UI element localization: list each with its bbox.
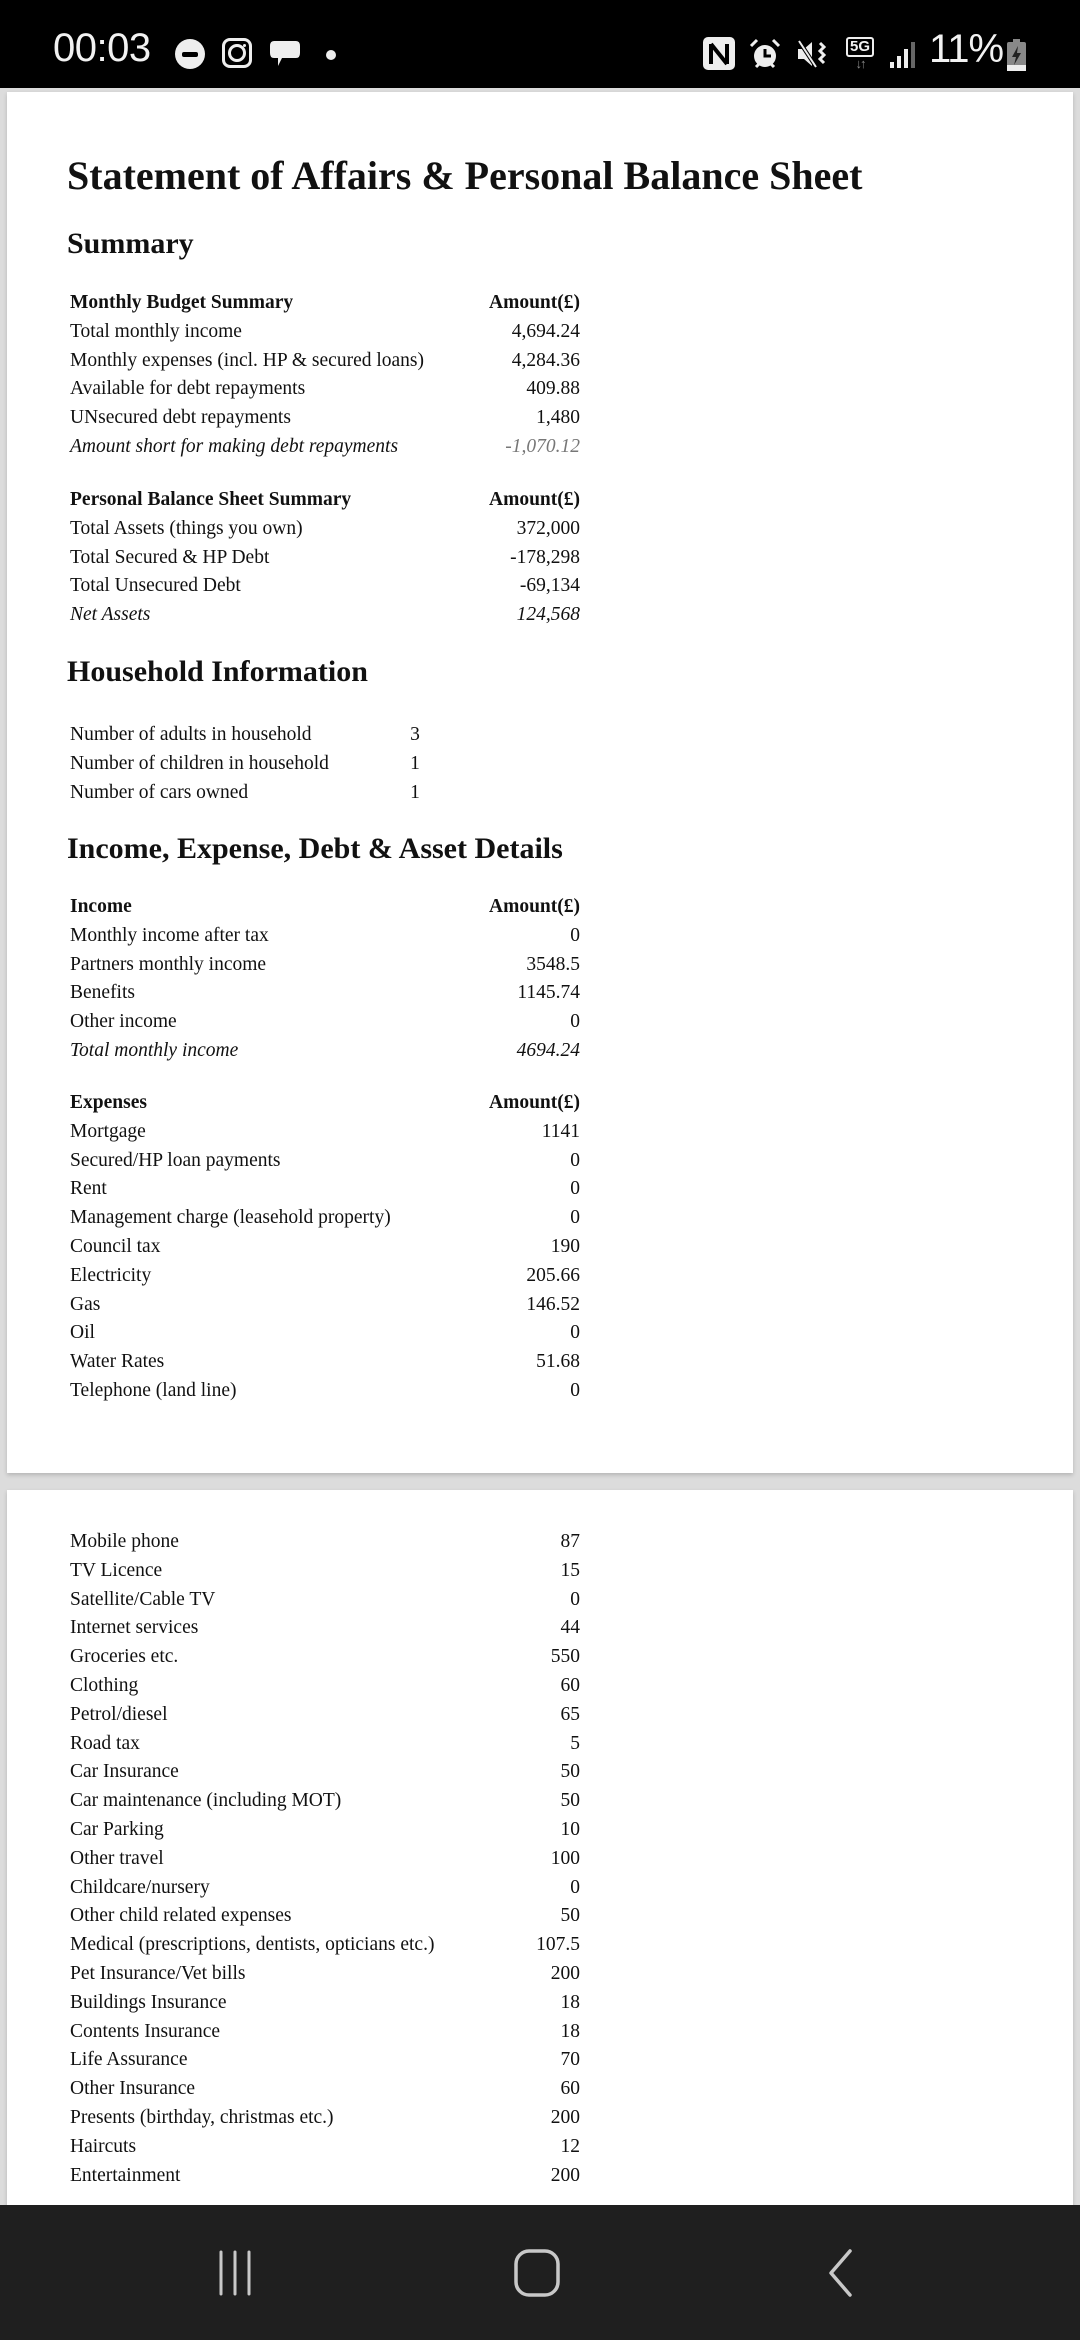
table-total-row [70,433,580,462]
alarm-icon [748,37,782,71]
home-button[interactable] [462,2205,612,2340]
network-type: 5G [846,37,874,57]
row-value: 60 [560,2078,580,2100]
table-row [70,1528,580,1557]
table-row [70,544,580,573]
row-label: Other child related expenses [70,1905,292,1927]
total-value: 124,568 [516,604,580,626]
row-value: 550 [550,1646,580,1668]
row-value: 10 [560,1818,580,1840]
expenses-table-continued [70,1528,580,2190]
table-row [70,347,580,376]
row-value: 60 [560,1674,580,1696]
row-label: Internet services [70,1617,199,1639]
row-label: Other travel [70,1847,164,1869]
table-row [70,1816,580,1845]
table-total-row [70,1037,580,1066]
row-label: Other income [70,1011,177,1033]
row-value: 146.52 [526,1293,580,1315]
row-value: 205.66 [526,1264,580,1286]
row-label: Car maintenance (including MOT) [70,1790,342,1812]
header-amount: Amount(£) [489,489,580,510]
row-value: 50 [560,1761,580,1783]
table-row [70,1989,580,2018]
header-amount: Amount(£) [489,292,580,313]
header-label: Income [70,896,132,917]
table-header [70,893,580,922]
table-row [70,1874,580,1903]
data-arrows-icon: ↓↑ [855,56,865,71]
instagram-icon [222,38,252,68]
row-label: Monthly income after tax [70,924,269,946]
row-label: Number of adults in household [70,724,312,745]
total-value: 4694.24 [516,1039,580,1061]
row-label: Available for debt repayments [70,378,306,400]
table-row [70,2075,580,2104]
row-value: 0 [570,1379,580,1401]
row-label: Car Insurance [70,1761,179,1783]
table-row [70,1262,580,1291]
row-value: 1 [410,752,420,774]
row-value: 51.68 [536,1351,580,1373]
table-row [70,515,580,544]
table-row [70,572,580,601]
total-label: Amount short for making debt repayments [70,435,399,457]
row-label: Car Parking [70,1818,164,1840]
row-value: 0 [570,1876,580,1898]
row-value: 107.5 [536,1934,580,1956]
table-row [70,2018,580,2047]
table-row [70,2104,580,2133]
row-value: 3 [410,724,420,745]
row-value: 5 [570,1732,580,1754]
status-time: 00:03 [53,26,151,70]
table-row [70,1377,580,1406]
row-label: Water Rates [70,1351,165,1373]
row-label: UNsecured debt repayments [70,407,291,429]
pdf-page-2 [7,1490,1073,2250]
row-label: Road tax [70,1732,140,1754]
table-header [70,1089,580,1118]
row-label: Haircuts [70,2135,137,2157]
row-value: 18 [560,2020,580,2042]
row-label: Medical (prescriptions, dentists, opticians etc.) [70,1934,435,1956]
row-value: 200 [550,2106,580,2128]
table-row [70,2133,580,2162]
row-label: Electricity [70,1264,152,1286]
table-row [70,1960,580,1989]
row-label: Rent [70,1178,107,1200]
row-value: 4,284.36 [511,349,580,371]
row-value: 1 [410,781,420,803]
table-row [70,1758,580,1787]
summary-heading: Summary [67,227,194,260]
row-label: Petrol/diesel [70,1703,168,1725]
recent-apps-icon [213,2250,257,2296]
header-label: Monthly Budget Summary [70,292,294,313]
row-value: -178,298 [510,546,580,568]
table-row [70,1902,580,1931]
signal-icon [888,40,918,70]
table-row [70,1233,580,1262]
table-row [70,1931,580,1960]
household-table [70,721,430,807]
table-row [70,1204,580,1233]
row-label: Oil [70,1322,95,1344]
row-label: Telephone (land line) [70,1379,237,1401]
row-label: Total Unsecured Debt [70,575,241,597]
table-row [70,1147,580,1176]
navigation-bar [0,2205,1080,2340]
total-label: Total monthly income [70,1039,239,1061]
row-value: 1141 [541,1120,580,1142]
row-value: 1,480 [536,407,580,429]
table-row [70,750,430,779]
table-row [70,1586,580,1615]
table-row [70,922,580,951]
row-label: Pet Insurance/Vet bills [70,1962,246,1984]
row-label: Partners monthly income [70,953,267,975]
table-header [70,289,580,318]
row-label: Monthly expenses (incl. HP & secured loans) [70,349,424,371]
battery-percent: 11% [929,27,1004,71]
row-label: Secured/HP loan payments [70,1149,281,1171]
total-label: Net Assets [70,604,151,626]
row-label: Contents Insurance [70,2020,221,2042]
table-row [70,1348,580,1377]
header-amount: Amount(£) [489,1092,580,1113]
row-label: Entertainment [70,2164,181,2186]
home-icon [513,2248,561,2298]
table-header [70,486,580,515]
row-label: Satellite/Cable TV [70,1588,216,1610]
table-row [70,1643,580,1672]
table-row [70,375,580,404]
row-value: 0 [570,1322,580,1344]
row-value: 15 [560,1559,580,1581]
header-label: Personal Balance Sheet Summary [70,489,352,510]
table-row [70,1118,580,1147]
table-row [70,951,580,980]
row-label: Mobile phone [70,1531,179,1552]
row-value: 44 [560,1617,580,1639]
mute-vibrate-icon [796,37,828,71]
row-value: 200 [550,1962,580,1984]
table-row [70,721,430,750]
row-label: Total Assets (things you own) [70,517,303,539]
table-row [70,2162,580,2191]
row-label: Management charge (leasehold property) [70,1207,391,1229]
row-label: Buildings Insurance [70,1991,227,2013]
recent-apps-button[interactable] [160,2205,310,2340]
notification-dot-icon [326,50,336,60]
table-row [70,2046,580,2075]
row-label: Groceries etc. [70,1646,179,1668]
row-label: Number of children in household [70,752,329,774]
row-value: 190 [550,1235,580,1257]
row-label: Benefits [70,982,135,1004]
row-value: 3548.5 [526,953,580,975]
do-not-disturb-icon [175,39,205,69]
nfc-icon [703,37,735,70]
row-value: 200 [550,2164,580,2186]
table-row [70,318,580,347]
row-value: 50 [560,1790,580,1812]
row-label: Total Secured & HP Debt [70,546,270,568]
back-button[interactable] [765,2205,915,2340]
table-row [70,1672,580,1701]
row-value: 372,000 [516,517,580,539]
row-value: 12 [560,2135,580,2157]
5g-data-icon [842,34,878,74]
row-label: Clothing [70,1674,139,1696]
table-row [70,1701,580,1730]
table-row [70,1557,580,1586]
balance-sheet-table [70,486,580,630]
expenses-table [70,1089,580,1406]
row-label: Mortgage [70,1120,146,1142]
row-value: 87 [560,1531,580,1552]
row-value: 409.88 [526,378,580,400]
table-row [70,1291,580,1320]
row-label: Gas [70,1293,101,1315]
row-value: 0 [570,1207,580,1229]
table-row [70,779,430,808]
income-table [70,893,580,1066]
chat-bubble-icon [268,40,302,66]
row-value: 50 [560,1905,580,1927]
row-label: Other Insurance [70,2078,196,2100]
total-value: -1,070.12 [505,435,580,457]
row-label: TV Licence [70,1559,163,1581]
table-row [70,1319,580,1348]
household-heading: Household Information [67,655,368,688]
table-row [70,1008,580,1037]
row-value: 0 [570,1178,580,1200]
row-value: 70 [560,2049,580,2071]
table-row [70,1730,580,1759]
row-label: Presents (birthday, christmas etc.) [70,2106,334,2128]
status-bar [0,0,1080,88]
row-label: Childcare/nursery [70,1876,210,1898]
back-icon [825,2248,855,2298]
pdf-page-1 [7,92,1073,1473]
table-row [70,1845,580,1874]
row-value: 1145.74 [517,982,580,1004]
row-value: -69,134 [519,575,580,597]
table-row [70,1175,580,1204]
details-heading: Income, Expense, Debt & Asset Details [67,832,563,865]
header-amount: Amount(£) [489,896,580,917]
table-row [70,1614,580,1643]
table-total-row [70,601,580,630]
row-label: Council tax [70,1235,161,1257]
header-label: Expenses [70,1092,147,1113]
row-value: 0 [570,924,580,946]
table-row [70,404,580,433]
row-label: Number of cars owned [70,781,249,803]
monthly-budget-table [70,289,580,462]
document-title: Statement of Affairs & Personal Balance Sheet [67,153,863,198]
battery-charging-icon [1007,39,1026,71]
row-value: 0 [570,1588,580,1610]
row-value: 65 [560,1703,580,1725]
table-row [70,979,580,1008]
row-label: Total monthly income [70,320,242,342]
row-value: 100 [550,1847,580,1869]
row-value: 0 [570,1011,580,1033]
row-label: Life Assurance [70,2049,188,2071]
row-value: 0 [570,1149,580,1171]
row-value: 18 [560,1991,580,2013]
table-row [70,1787,580,1816]
row-value: 4,694.24 [511,320,580,342]
